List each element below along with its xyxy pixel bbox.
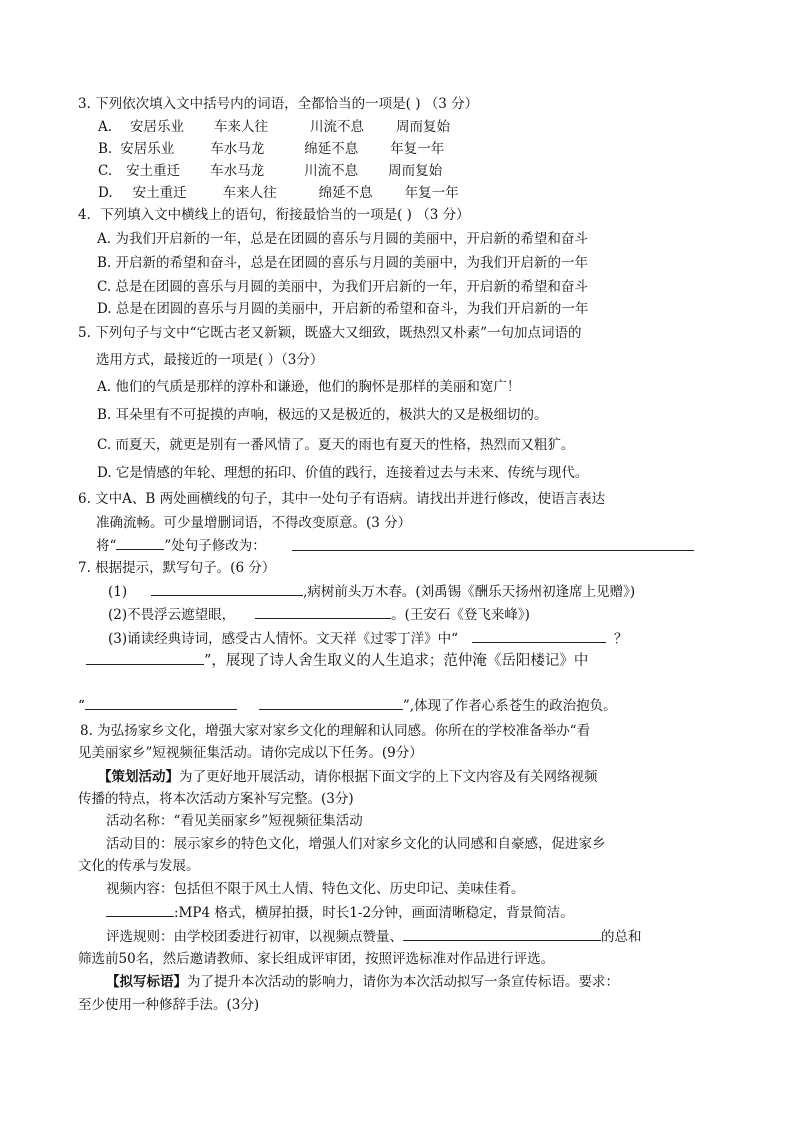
q6-sentence-blank[interactable] [116,535,164,550]
q5-stem-line2: 选用方式，最接近的一项是( ）（3分） [96,352,324,368]
q3-option-a: A. 安居乐业 车来人往 川流不息 周而复始 [98,119,451,135]
q8-video-content: 视频内容：包括但不限于风土人情、特色文化、历史印记、美味佳肴。 [106,881,525,897]
q7-item3-line3: “ ”,体现了作者心系苍生的政治抱负。 [78,695,617,716]
q8-rule-line2: 筛选前50名，然后邀请教师、家长组成评审团，按照评选标准对作品进行评选。 [78,951,555,967]
q4-option-b: B. 开启新的希望和奋斗，总是在团圆的喜乐与月圆的美丽中，为我们开启新的一年 [97,255,589,271]
q7-item3-blank4[interactable] [259,695,403,710]
q8-plan-line1: 【策划活动】为了更好地开展活动，请你根据下面文字的上下文内容及有关网络视频 [98,769,598,785]
q4-option-a: A. 为我们开启新的一年，总是在团圆的喜乐与月圆的美丽中，开启新的希望和奋斗 [97,231,588,247]
q8-activity-name: 活动名称：“看见美丽家乡”短视频征集活动 [106,813,363,829]
plan-activity-tag: 【策划活动】 [98,769,179,785]
q6-stem-line1: 6. 文中A、B 两处画横线的句子，其中一处句子有语病。请找出并进行修改，使语言表达 [78,491,606,507]
q7-item3-blank3[interactable] [85,695,237,710]
q7-item2-blank[interactable] [255,604,391,619]
q3-option-c: C. 安土重迁 车水马龙 川流不息 周而复始 [98,163,443,179]
q8-slogan-line2: 至少使用一种修辞手法。(3分) [78,997,260,1013]
q6-stem-line2: 准确流畅。可少量增删词语，不得改变原意。(3 分） [96,515,412,531]
q5-option-b: B. 耳朵里有不可捉摸的声响，极远的又是极近的，极洪大的又是极细切的。 [97,407,548,423]
q3-option-d: D. 安土重迁 车来人往 绵延不息 年复一年 [98,185,459,201]
q3-option-b: B. 安居乐业 车水马龙 绵延不息 年复一年 [98,141,445,157]
q5-stem-line1: 5. 下列句子与文中“它既古老又新颖，既盛大又细致，既热烈又朴素”一句加点词语的 [78,325,582,341]
q8-purpose-line1: 活动目的：展示家乡的特色文化，增强人们对家乡文化的认同感和自豪感，促进家乡 [106,836,606,852]
q7-item2: (2)不畏浮云遮望眼， 。(王安石《登飞来峰》) [108,604,530,625]
q8-video-requirement: :MP4 格式，横屏拍摄，时长1-2分钟，画面清晰稳定，背景简洁。 [106,902,574,923]
q5-option-a: A. 他们的气质是那样的淳朴和谦逊，他们的胸怀是那样的美丽和宽广！ [97,379,521,395]
q7-item1-blank[interactable] [151,581,303,596]
q5-option-c: C. 而夏天，就更是别有一番风情了。夏天的雨也有夏天的性格，热烈而又粗犷。 [97,437,575,453]
q8-purpose-line2: 文化的传承与发展。 [78,858,200,874]
q8-requirement-blank[interactable] [106,902,174,917]
slogan-tag: 【拟写标语】 [106,974,187,990]
q8-plan-line2: 传播的特点，将本次活动方案补写完整。(3分) [78,791,354,807]
q5-option-d: D. 它是情感的年轮、理想的拓印、价值的践行，连接着过去与未来、传统与现代。 [97,465,589,481]
q4-option-d: D. 总是在团圆的喜乐与月圆的美丽中，开启新的希望和奋斗，为我们开启新的一年 [97,301,589,317]
q7-item3-line2: ”，展现了诗人舍生取义的人生追求；范仲淹《岳阳楼记》中 [86,650,588,671]
q3-stem: 3. 下列依次填入文中括号内的词语，全都恰当的一项是( ) （3 分） [78,96,479,112]
q4-option-c: C. 总是在团圆的喜乐与月圆的美丽中，为我们开启新的一年，开启新的希望和奋斗 [97,279,588,295]
q7-item3-line1: (3)诵读经典诗词，感受古人情怀。文天祥《过零丁洋》中“ ？ [108,628,628,649]
q7-stem: 7. 根据提示，默写句子。(6 分） [78,560,276,576]
q7-item3-blank1[interactable] [472,628,606,643]
q6-answer-line: 将“ ”处句子修改为： [96,535,266,556]
q8-rule-blank[interactable] [403,926,601,941]
q8-stem-line2: 见美丽家乡”短视频征集活动。请你完成以下任务。(9分） [78,745,423,761]
q4-stem: 4．下列填入文中横线上的语句，衔接最恰当的一项是( ) （3 分） [78,207,470,223]
q8-stem-line1: 8. 为弘扬家乡文化，增强大家对家乡文化的理解和认同感。你所在的学校准备举办“看 [80,723,591,739]
q7-item3-blank2[interactable] [86,650,204,665]
q8-slogan-line1: 【拟写标语】为了提升本次活动的影响力，请你为本次活动拟写一条宣传标语。要求： [106,974,619,990]
q8-rule-line1: 评选规则：由学校团委进行初审，以视频点赞量、 的总和 [106,926,642,947]
q6-answer-blank[interactable] [292,550,694,551]
q7-item1: (1) ,病树前头万木春。(刘禹锡《酬乐天扬州初逢席上见赠》) [108,581,635,602]
